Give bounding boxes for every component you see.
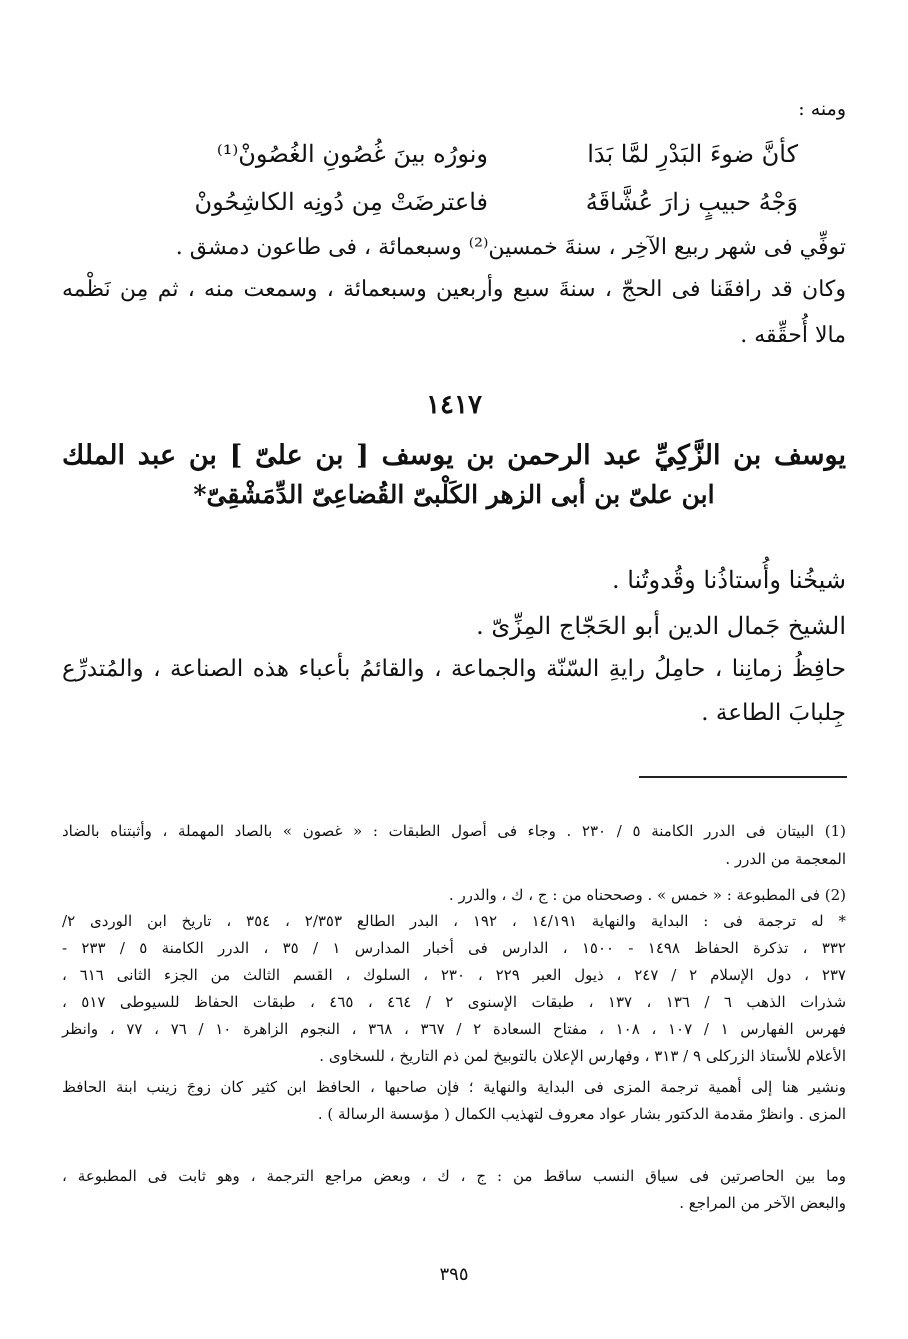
footnote-line: * له ترجمة فى : البداية والنهاية ١٤/١٩١ ، ١٩٢ ، البدر الطالع ٢/٣٥٣ ، ٣٥٤ ، تاريخ ابن الوردى ٢/ bbox=[62, 912, 846, 930]
footnote-line: المعجمة من الدرر . bbox=[725, 850, 846, 868]
footnote-line: (2) فى المطبوعة : « خمس » . وصححناه من : ج ، ك ، والدرر . bbox=[448, 886, 846, 904]
footnote-line: المزى . وانظرْ مقدمة الدكتور بشار عواد معروف لتهذيب الكمال ( مؤسسة الرسالة ) . bbox=[317, 1105, 846, 1123]
paragraph-line: حافِظُ زمانِنا ، حامِلُ رايةِ السّنّة والجماعة ، والقائمُ بأعباء هذه الصناعة ، والمُتدرِّع bbox=[62, 656, 846, 682]
footnote-line: (1) البيتان فى الدرر الكامنة ٥ / ٢٣٠ . وجاء فى أصول الطبقات : « غصون » بالصاد المهملة ، وأثبتناه بالضاد bbox=[62, 822, 847, 840]
verse-first-hemistich: كأنَّ ضوءَ البَدْرِ لمَّا بَدَا bbox=[587, 140, 798, 168]
intro-label: ومنه : bbox=[798, 98, 846, 120]
body-text-line: مالا أُحقِّقه . bbox=[740, 323, 846, 348]
footnote-line: فهرس الفهارس ١ / ١٠٧ ، ١٠٨ ، مفتاح السعادة ٢ / ٣٦٧ ، ٣٦٨ ، النجوم الزاهرة ١٠ / ٧٦ ، ٧٧ ، وانظر bbox=[62, 1020, 847, 1038]
footnote-line: الأعلام للأستاذ الزركلى ٩ / ٣١٣ ، وفهارس الإعلان بالتوبيخ لمن ذم التاريخ ، للسخاوى . bbox=[319, 1047, 846, 1065]
entry-title-line: يوسف بن الزَّكِيِّ عبد الرحمن بن يوسف [ بن علىّ ] بن عبد الملك bbox=[62, 440, 846, 471]
verse-first-hemistich: وَجْهُ حبيبٍ زارَ عُشَّاقَهُ bbox=[585, 188, 798, 216]
paragraph-line: جِلبابَ الطاعة . bbox=[701, 700, 846, 726]
entry-number: ١٤١٧ bbox=[426, 390, 482, 420]
body-text-line: توفِّي فى شهر ربيع الآخِر ، سنةَ خمسين⁽²⁾ وسبعمائة ، فى طاعون دمشق . bbox=[175, 235, 846, 260]
verse-line bbox=[188, 180, 798, 224]
footnote-separator bbox=[639, 776, 847, 778]
entry-title-line: ابن علىّ بن أبى الزهر الكَلْبىّ القُضاعِىّ الدِّمَشْقِىّ* bbox=[193, 480, 715, 509]
footnote-line: ٢٣٧ ، دول الإسلام ٢ / ٢٤٧ ، ذيول العبر ٢٢٩ ، ٢٣٠ ، السلوك ، القسم الثالث من الجزء الثانى ٦١٦ ، bbox=[62, 966, 846, 984]
footnote-line: والبعض الآخر من المراجع . bbox=[679, 1194, 846, 1212]
paragraph-line: شيخُنا وأُستاذُنا وقُدوتُنا . bbox=[612, 566, 846, 594]
page-number: ٣٩٥ bbox=[439, 1264, 469, 1285]
footnote-line: ٣٣٢ ، تذكرة الحفاظ ١٤٩٨ - ١٥٠٠ ، الدارس فى أخبار المدارس ١ / ٣٥ ، الدرر الكامنة ٥ / ٢٣٣ - bbox=[62, 939, 846, 957]
verse-line bbox=[188, 132, 798, 176]
footnote-line: وما بين الحاصرتين فى سياق النسب ساقط من : ج ، ك ، وبعض مراجع الترجمة ، وهو ثابت فى المطبوعة ، bbox=[62, 1167, 846, 1185]
verse-second-hemistich: ونورُه بينَ غُصُونِ الغُصُونْ⁽¹⁾ bbox=[216, 140, 488, 168]
body-text-line: وكان قد رافقَنا فى الحجّ ، سنةَ سبع وأربعين وسبعمائة ، وسمعت منه ، ثم مِن نَظْمه bbox=[62, 277, 846, 302]
footnote-line: شذرات الذهب ٦ / ١٣٦ ، ١٣٧ ، طبقات الإسنوى ٢ / ٤٦٤ ، ٤٦٥ ، طبقات الحفاظ للسيوطى ٥١٧ ، bbox=[62, 993, 847, 1011]
verse-second-hemistich: فاعترضَتْ مِن دُونِه الكاشِحُونْ bbox=[194, 188, 488, 216]
footnote-line: ونشير هنا إلى أهمية ترجمة المزى فى البداية والنهاية ؛ فإن صاحبها ، الحافظ ابن كثير كان زوجَ زينب ابنة الحافظ bbox=[62, 1078, 846, 1096]
paragraph-line: الشيخ جَمال الدين أبو الحَجّاج المِزِّىّ . bbox=[476, 612, 846, 640]
